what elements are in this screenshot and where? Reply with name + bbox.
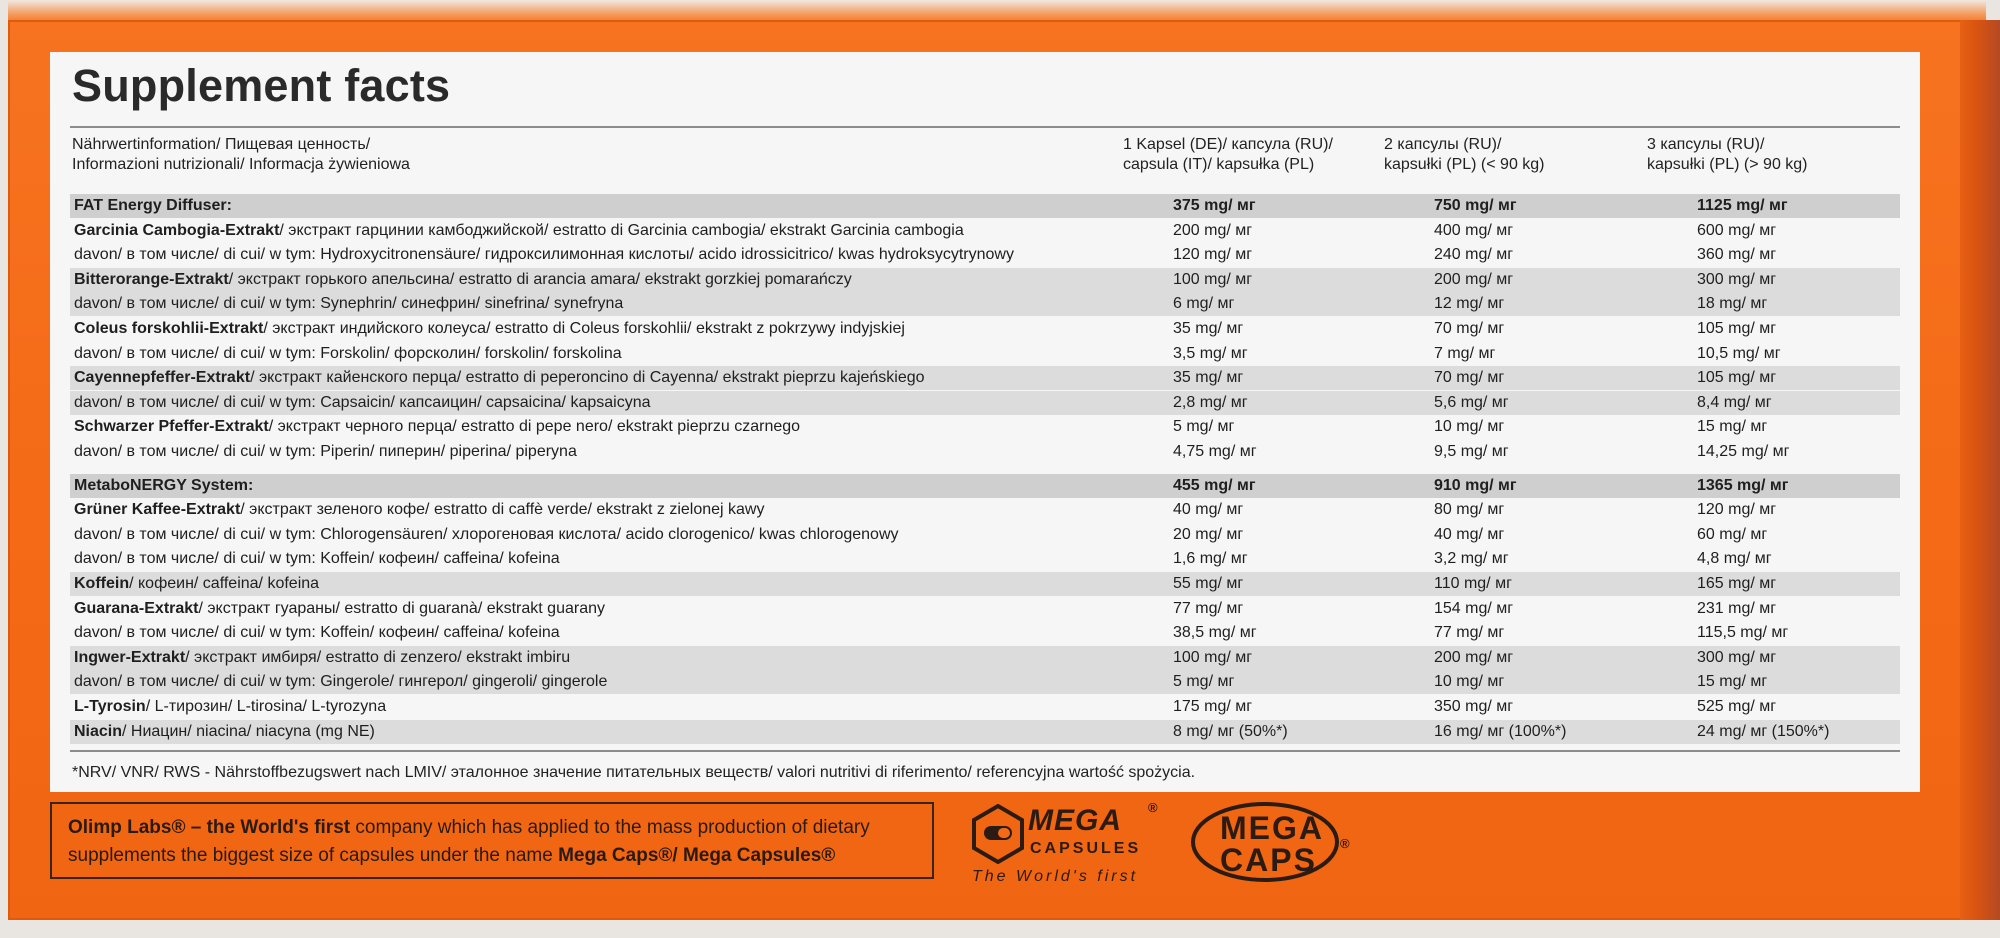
ingredient-name: davon/ в том числе/ di cui/ w tym: Gingerole/ гингерол/ gingeroli/ gingerole xyxy=(74,673,608,691)
ingredient-name: Bitterorange-Extrakt/ экстракт горького апельсина/ estratto di arancia amara/ ekstrakt gorzkiej pomarańczy xyxy=(74,270,852,288)
amount-cell: 200 mg/ мг xyxy=(1434,648,1514,666)
ingredient-name: davon/ в том числе/ di cui/ w tym: Capsaicin/ капсаицин/ capsaicina/ kapsaicyna xyxy=(74,393,651,411)
ingredient-name: davon/ в том числе/ di cui/ w tym: Koffein/ кофеин/ caffeina/ kofeina xyxy=(74,624,560,642)
ingredient-name: Koffein/ кофеин/ caffeina/ kofeina xyxy=(74,575,320,592)
amount-cell: 16 mg/ мг (100%*) xyxy=(1434,722,1567,740)
ingredient-name: davon/ в том числе/ di cui/ w tym: Hydroxycitronensäure/ гидроксилимонная кислоты/ acido idrossicitrico/ kwas hydroksycytrynowy xyxy=(74,246,1014,264)
ingredient-name: davon/ в том числе/ di cui/ w tym: Koffein/ кофеин/ caffeina/ kofeina xyxy=(74,550,560,568)
amount-cell: 60 mg/ мг xyxy=(1697,525,1768,543)
table-row xyxy=(70,474,1900,498)
amount-cell: 10 mg/ мг xyxy=(1434,673,1505,691)
amount-cell: 40 mg/ мг xyxy=(1434,525,1505,543)
ingredient-name: MetaboNERGY System: xyxy=(74,476,254,494)
table-row xyxy=(70,720,1900,744)
amount-cell: 70 mg/ мг xyxy=(1434,320,1505,337)
amount-cell: 120 mg/ мг xyxy=(1173,246,1253,264)
ingredient-name: L-Tyrosin/ L-тирозин/ L-tirosina/ L-tyrozyna xyxy=(74,698,387,715)
table-row xyxy=(70,498,1900,522)
ingredient-name: davon/ в том числе/ di cui/ w tym: Synephrin/ синефрин/ sinefrina/ synefryna xyxy=(74,295,624,313)
amount-cell: 200 mg/ мг xyxy=(1434,270,1514,288)
amount-cell: 455 mg/ мг xyxy=(1173,476,1256,494)
amount-cell: 1365 mg/ мг xyxy=(1697,476,1789,494)
amount-cell: 35 mg/ мг xyxy=(1173,369,1244,387)
amount-cell: 38,5 mg/ мг xyxy=(1173,624,1257,642)
table-row xyxy=(70,523,1900,547)
header-nutrition: Nährwertinformation/ Пищевая ценность/ Informazioni nutrizionali/ Informacja żywieniowa xyxy=(72,136,410,173)
amount-cell: 14,25 mg/ мг xyxy=(1697,443,1790,460)
amount-cell: 350 mg/ мг xyxy=(1434,698,1514,715)
amount-cell: 10,5 mg/ мг xyxy=(1697,344,1781,362)
amount-cell: 3,2 mg/ мг xyxy=(1434,550,1509,568)
divider xyxy=(70,750,1900,752)
amount-cell: 175 mg/ мг xyxy=(1173,698,1253,715)
ingredient-name: Coleus forskohlii-Extrakt/ экстракт индийского колеуса/ estratto di Coleus forskohlii/ ekstrakt z pokrzywy indyjskiej xyxy=(74,320,905,337)
table-row xyxy=(70,268,1900,292)
amount-cell: 300 mg/ мг xyxy=(1697,648,1777,666)
amount-cell: 120 mg/ мг xyxy=(1697,501,1777,519)
amount-cell: 8,4 mg/ мг xyxy=(1697,393,1772,411)
amount-cell: 105 mg/ мг xyxy=(1697,320,1777,337)
amount-cell: 5,6 mg/ мг xyxy=(1434,393,1509,411)
claim-box xyxy=(50,802,934,879)
amount-cell: 2,8 mg/ мг xyxy=(1173,393,1248,411)
amount-cell: 7 mg/ мг xyxy=(1434,344,1496,362)
ingredient-name: Niacin/ Ниацин/ niacina/ niacyna (mg NE) xyxy=(74,722,375,740)
amount-cell: 77 mg/ мг xyxy=(1173,599,1244,617)
amount-cell: 8 mg/ мг (50%*) xyxy=(1173,722,1288,740)
amount-cell: 1125 mg/ мг xyxy=(1697,197,1788,214)
amount-cell: 3,5 mg/ мг xyxy=(1173,344,1248,362)
amount-cell: 80 mg/ мг xyxy=(1434,501,1505,519)
amount-cell: 910 mg/ мг xyxy=(1434,476,1517,494)
ingredient-name: FAT Energy Diffuser: xyxy=(74,197,232,214)
header-3-capsules: 3 капсулы (RU)/ kapsułki (PL) (> 90 kg) xyxy=(1647,136,1808,173)
amount-cell: 115,5 mg/ мг xyxy=(1697,624,1789,642)
amount-cell: 5 mg/ мг xyxy=(1173,418,1235,436)
page-title: Supplement facts xyxy=(72,60,451,111)
amount-cell: 35 mg/ мг xyxy=(1173,320,1244,337)
amount-cell: 300 mg/ мг xyxy=(1697,270,1777,288)
amount-cell: 15 mg/ мг xyxy=(1697,673,1768,691)
amount-cell: 600 mg/ мг xyxy=(1697,221,1777,239)
amount-cell: 100 mg/ мг xyxy=(1173,648,1253,666)
table-row xyxy=(70,366,1900,390)
mega-caps-logo: MEGA CAPS ® xyxy=(1190,800,1360,884)
amount-cell: 24 mg/ мг (150%*) xyxy=(1697,722,1830,740)
amount-cell: 20 mg/ мг xyxy=(1173,525,1244,543)
amount-cell: 105 mg/ мг xyxy=(1697,369,1777,387)
box-side-edge xyxy=(1960,20,2000,920)
amount-cell: 240 mg/ мг xyxy=(1434,246,1514,264)
amount-cell: 750 mg/ мг xyxy=(1434,197,1517,214)
amount-cell: 154 mg/ мг xyxy=(1434,599,1514,617)
capsule-icon xyxy=(970,804,1026,864)
amount-cell: 10 mg/ мг xyxy=(1434,418,1505,436)
amount-cell: 40 mg/ мг xyxy=(1173,501,1244,519)
amount-cell: 165 mg/ мг xyxy=(1697,575,1777,592)
ingredient-name: Garcinia Cambogia-Extrakt/ экстракт гарцинии камбоджийской/ estratto di Garcinia cambogia/ ekstrakt Garcinia cambogia xyxy=(74,221,964,239)
ingredient-name: davon/ в том числе/ di cui/ w tym: Chlorogensäuren/ хлорогеновая кислота/ acido clorogenico/ kwas chlorogenowy xyxy=(74,525,899,543)
claim-text: Olimp Labs® – the World's first company which has applied to the mass production of dietary supplements the biggest size of capsules under the name Mega Caps®/ Mega Capsules® xyxy=(68,817,870,866)
supplement-facts-panel xyxy=(50,52,1920,792)
table-row xyxy=(70,547,1900,571)
table-row xyxy=(70,572,1900,596)
amount-cell: 4,75 mg/ мг xyxy=(1173,443,1257,460)
ingredient-name: Ingwer-Extrakt/ экстракт имбиря/ estratto di zenzero/ ekstrakt imbiru xyxy=(74,648,571,666)
amount-cell: 12 mg/ мг xyxy=(1434,295,1505,313)
amount-cell: 18 mg/ мг xyxy=(1697,295,1768,313)
header-1-capsule: 1 Kapsel (DE)/ капсула (RU)/ capsula (IT)/ kapsułka (PL) xyxy=(1123,136,1333,173)
ingredient-name: Grüner Kaffee-Extrakt/ экстракт зеленого кофе/ estratto di caffè verde/ ekstrakt z zielonej kawy xyxy=(74,501,765,519)
ingredient-name: Cayennepfeffer-Extrakt/ экстракт кайенского перца/ estratto di peperoncino di Cayenna/ ekstrakt pieprzu kajeńskiego xyxy=(74,369,925,387)
table-row xyxy=(70,670,1900,694)
amount-cell: 70 mg/ мг xyxy=(1434,369,1505,387)
footnote: *NRV/ VNR/ RWS - Nährstoffbezugswert nach LMIV/ эталонное значение питательных веществ/ valori nutritivi di riferimento/ referencyjna wartość spożycia. xyxy=(72,764,1196,781)
table-row xyxy=(70,646,1900,670)
table-row xyxy=(70,292,1900,316)
table-row xyxy=(70,342,1900,366)
divider xyxy=(70,126,1900,128)
table-row xyxy=(70,194,1900,218)
table-row xyxy=(70,415,1900,439)
mega-capsules-logo: MEGA ® CAPSULES The World's first xyxy=(972,800,1158,885)
amount-cell: 5 mg/ мг xyxy=(1173,673,1235,691)
table-row xyxy=(70,621,1900,645)
amount-cell: 400 mg/ мг xyxy=(1434,221,1514,239)
amount-cell: 525 mg/ мг xyxy=(1697,698,1777,715)
amount-cell: 4,8 mg/ мг xyxy=(1697,550,1772,568)
table-row xyxy=(70,597,1900,621)
amount-cell: 375 mg/ мг xyxy=(1173,197,1256,214)
amount-cell: 360 mg/ мг xyxy=(1697,246,1777,264)
table-row xyxy=(70,243,1900,267)
table-row xyxy=(70,317,1900,341)
table-row xyxy=(70,219,1900,243)
amount-cell: 1,6 mg/ мг xyxy=(1173,550,1248,568)
amount-cell: 6 mg/ мг xyxy=(1173,295,1235,313)
amount-cell: 231 mg/ мг xyxy=(1697,599,1777,617)
ingredient-name: davon/ в том числе/ di cui/ w tym: Piperin/ пиперин/ piperina/ piperyna xyxy=(74,443,577,460)
amount-cell: 15 mg/ мг xyxy=(1697,418,1768,436)
ingredient-name: davon/ в том числе/ di cui/ w tym: Forskolin/ форсколин/ forskolin/ forskolina xyxy=(74,344,622,362)
amount-cell: 100 mg/ мг xyxy=(1173,270,1253,288)
table-row xyxy=(70,695,1900,719)
amount-cell: 9,5 mg/ мг xyxy=(1434,443,1509,460)
header-2-capsules: 2 капсулы (RU)/ kapsułki (PL) (< 90 kg) xyxy=(1384,136,1545,173)
ingredient-name: Guarana-Extrakt/ экстракт гуараны/ estratto di guaranà/ ekstrakt guarany xyxy=(74,599,605,617)
amount-cell: 110 mg/ мг xyxy=(1434,575,1512,592)
amount-cell: 55 mg/ мг xyxy=(1173,575,1244,592)
ingredient-name: Schwarzer Pfeffer-Extrakt/ экстракт черного перца/ estratto di pepe nero/ ekstrakt pieprzu czarnego xyxy=(74,418,801,436)
amount-cell: 200 mg/ мг xyxy=(1173,221,1253,239)
amount-cell: 77 mg/ мг xyxy=(1434,624,1505,642)
table-row xyxy=(70,391,1900,415)
table-row xyxy=(70,440,1900,464)
